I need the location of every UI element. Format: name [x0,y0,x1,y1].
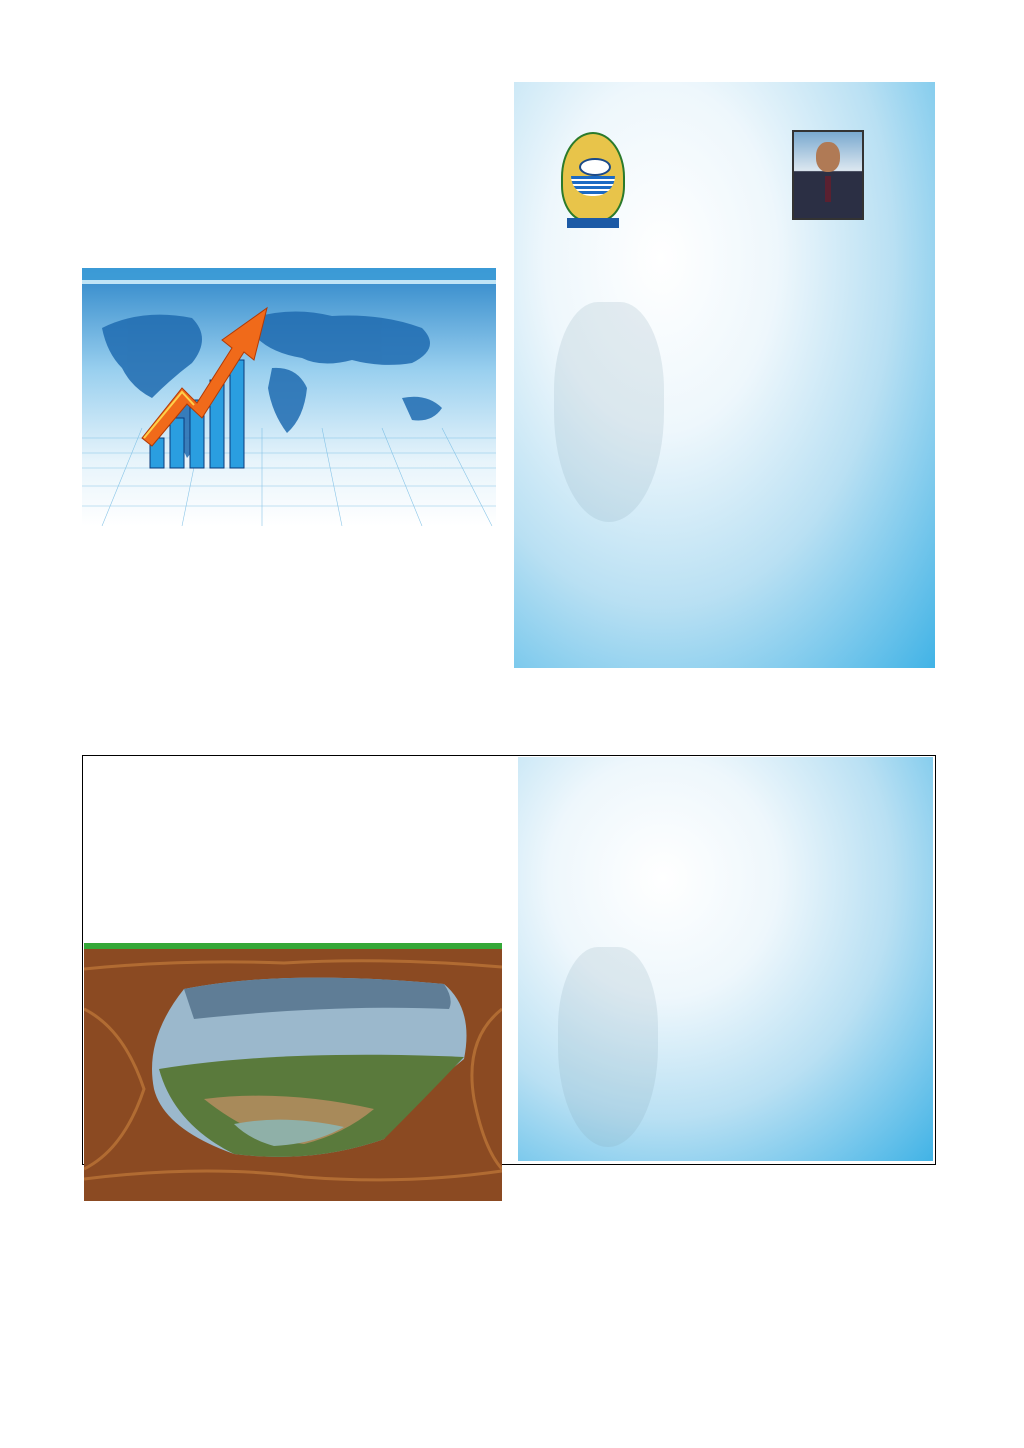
bottom-front-cover [84,757,518,1163]
watermark-vase [554,302,664,522]
author-photo [792,130,864,220]
top-back-publisher-logo [709,618,769,620]
top-front-cover [82,82,514,668]
world-chart-graphic [82,268,496,526]
top-back-cover [514,82,935,668]
top-cover-image [82,268,496,526]
seal-label [567,218,619,228]
aswan-university-seal [561,132,625,222]
rock-arch-landscape [84,949,502,1201]
bottom-cover-image [84,943,502,1201]
top-front-publisher-logo [242,622,302,624]
watermark-vase [558,947,658,1147]
bottom-front-publisher-logo [262,1285,322,1287]
bottom-back-cover [518,757,933,1161]
